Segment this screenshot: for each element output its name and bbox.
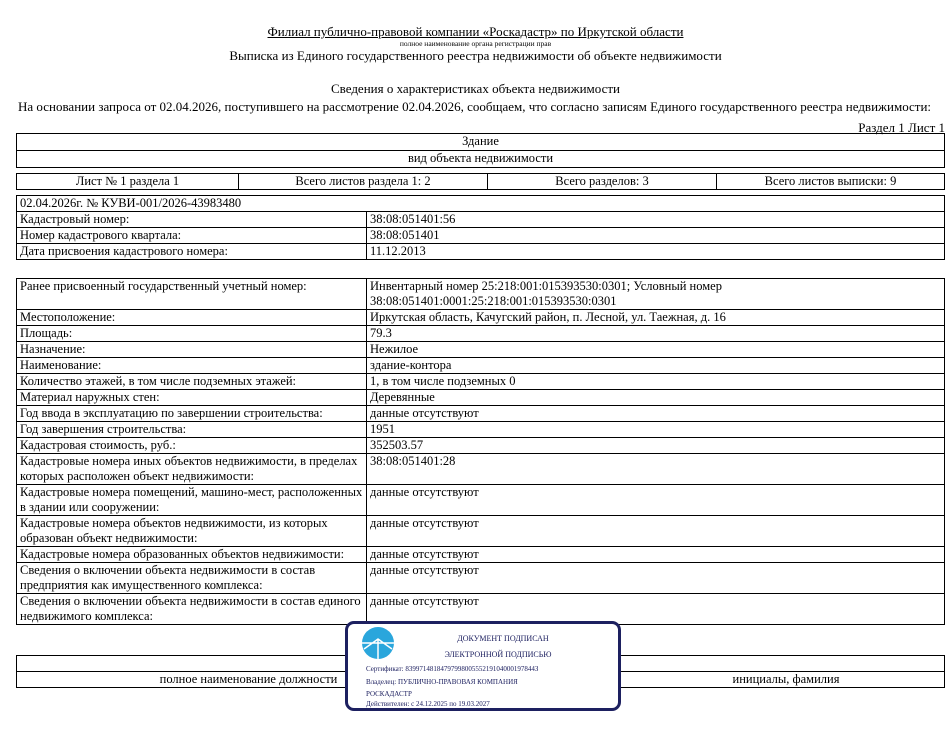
row-label: Назначение:	[17, 342, 367, 358]
reference-number: 02.04.2026г. № КУВИ-001/2026-43983480	[17, 196, 945, 212]
table-row	[17, 228, 945, 244]
org-caption: полное наименование органа регистрации прав	[399, 39, 552, 48]
name-caption: инициалы, фамилия	[481, 672, 945, 688]
row-value: Деревянные	[367, 390, 945, 406]
row-label: Сведения о включении объекта недвижимости в состав предприятия как имущественного комплекса:	[17, 563, 367, 594]
sections-total: Всего разделов: 3	[488, 174, 717, 190]
table-row	[17, 422, 945, 438]
table-row	[17, 212, 945, 228]
sheets-total: Всего листов выписки: 9	[717, 174, 945, 190]
row-label: Наименование:	[17, 358, 367, 374]
document-subtitle: Сведения о характеристиках объекта недвижимости	[330, 81, 621, 96]
row-value: 38:08:051401:56	[367, 212, 945, 228]
table-row	[17, 563, 945, 594]
characteristics-table	[16, 278, 945, 625]
row-label: Сведения о включении объекта недвижимости в состав единого недвижимого комплекса:	[17, 594, 367, 625]
sheets-table	[16, 173, 945, 190]
stamp-line-2: ЭЛЕКТРОННОЙ ПОДПИСЬЮ	[444, 650, 552, 659]
row-value: данные отсутствуют	[367, 485, 945, 516]
row-label: Кадастровые номера помещений, машино-мест, расположенных в здании или сооружении:	[17, 485, 367, 516]
row-label: Год завершения строительства:	[17, 422, 367, 438]
row-value: 352503.57	[367, 438, 945, 454]
row-label: Кадастровая стоимость, руб.:	[17, 438, 367, 454]
table-row	[17, 358, 945, 374]
row-value: данные отсутствуют	[367, 406, 945, 422]
object-type-table	[16, 133, 945, 168]
org-name: Филиал публично-правовой компании «Роскадастр» по Иркутской области	[267, 24, 684, 39]
table-row	[17, 279, 945, 310]
row-value: данные отсутствуют	[367, 516, 945, 547]
row-value: 79.3	[367, 326, 945, 342]
electronic-signature-stamp	[345, 621, 621, 711]
table-row	[17, 244, 945, 260]
row-label: Площадь:	[17, 326, 367, 342]
row-label: Кадастровый номер:	[17, 212, 367, 228]
row-label: Кадастровые номера образованных объектов недвижимости:	[17, 547, 367, 563]
row-label: Кадастровые номера объектов недвижимости, из которых образован объект недвижимости:	[17, 516, 367, 547]
object-type-caption: вид объекта недвижимости	[17, 151, 945, 168]
table-row	[17, 594, 945, 625]
stamp-certificate: Сертификат: 8399714818479799800555219104000197844З	[366, 665, 539, 673]
row-value: 11.12.2013	[367, 244, 945, 260]
position-caption: полное наименование должности	[17, 672, 481, 688]
row-label: Местоположение:	[17, 310, 367, 326]
row-value: данные отсутствуют	[367, 594, 945, 625]
row-value: данные отсутствуют	[367, 547, 945, 563]
stamp-owner: Владелец: ПУБЛИЧНО-ПРАВОВАЯ КОМПАНИЯ	[366, 678, 518, 686]
row-label: Материал наружных стен:	[17, 390, 367, 406]
sheets-in-section: Всего листов раздела 1: 2	[239, 174, 488, 190]
intro-text: На основании запроса от 02.04.2026, поступившего на рассмотрение 02.04.2026, сообщаем, что согласно записям Единого государственного реестра недвижимости:	[18, 99, 932, 114]
row-label: Номер кадастрового квартала:	[17, 228, 367, 244]
table-row	[17, 310, 945, 326]
stamp-line-1: ДОКУМЕНТ ПОДПИСАН	[457, 634, 549, 643]
table-row	[17, 374, 945, 390]
stamp-owner-2: РОСКАДАСТР	[366, 690, 412, 698]
sheet-number: Лист № 1 раздела 1	[17, 174, 239, 190]
table-row	[17, 454, 945, 485]
row-value: 1, в том числе подземных 0	[367, 374, 945, 390]
stamp-validity: Действителен: с 24.12.2025 по 19.03.2027	[366, 700, 490, 708]
row-value: Нежилое	[367, 342, 945, 358]
table-row	[17, 516, 945, 547]
row-value: Иркутская область, Качугский район, п. Лесной, ул. Таежная, д. 16	[367, 310, 945, 326]
table-row	[17, 326, 945, 342]
row-value: 38:08:051401:28	[367, 454, 945, 485]
section-label: Раздел 1 Лист 1	[858, 120, 945, 135]
table-row	[17, 485, 945, 516]
object-type: Здание	[17, 134, 945, 151]
row-value: здание-контора	[367, 358, 945, 374]
table-row	[17, 342, 945, 358]
row-label: Год ввода в эксплуатацию по завершении строительства:	[17, 406, 367, 422]
table-row	[17, 438, 945, 454]
row-value: 1951	[367, 422, 945, 438]
row-value: данные отсутствуют	[367, 563, 945, 594]
row-value: 38:08:051401	[367, 228, 945, 244]
table-row	[17, 406, 945, 422]
document-title: Выписка из Единого государственного реестра недвижимости об объекте недвижимости	[229, 48, 722, 63]
table-row	[17, 390, 945, 406]
row-label: Дата присвоения кадастрового номера:	[17, 244, 367, 260]
identifiers-table	[16, 195, 945, 260]
table-row	[17, 547, 945, 563]
row-label: Количество этажей, в том числе подземных этажей:	[17, 374, 367, 390]
row-label: Ранее присвоенный государственный учетный номер:	[17, 279, 367, 310]
row-value: Инвентарный номер 25:218:001:015393530:0301; Условный номер 38:08:051401:0001:25:218:001:015393530:0301	[367, 279, 945, 310]
row-label: Кадастровые номера иных объектов недвижимости, в пределах которых расположен объект недвижимости:	[17, 454, 367, 485]
